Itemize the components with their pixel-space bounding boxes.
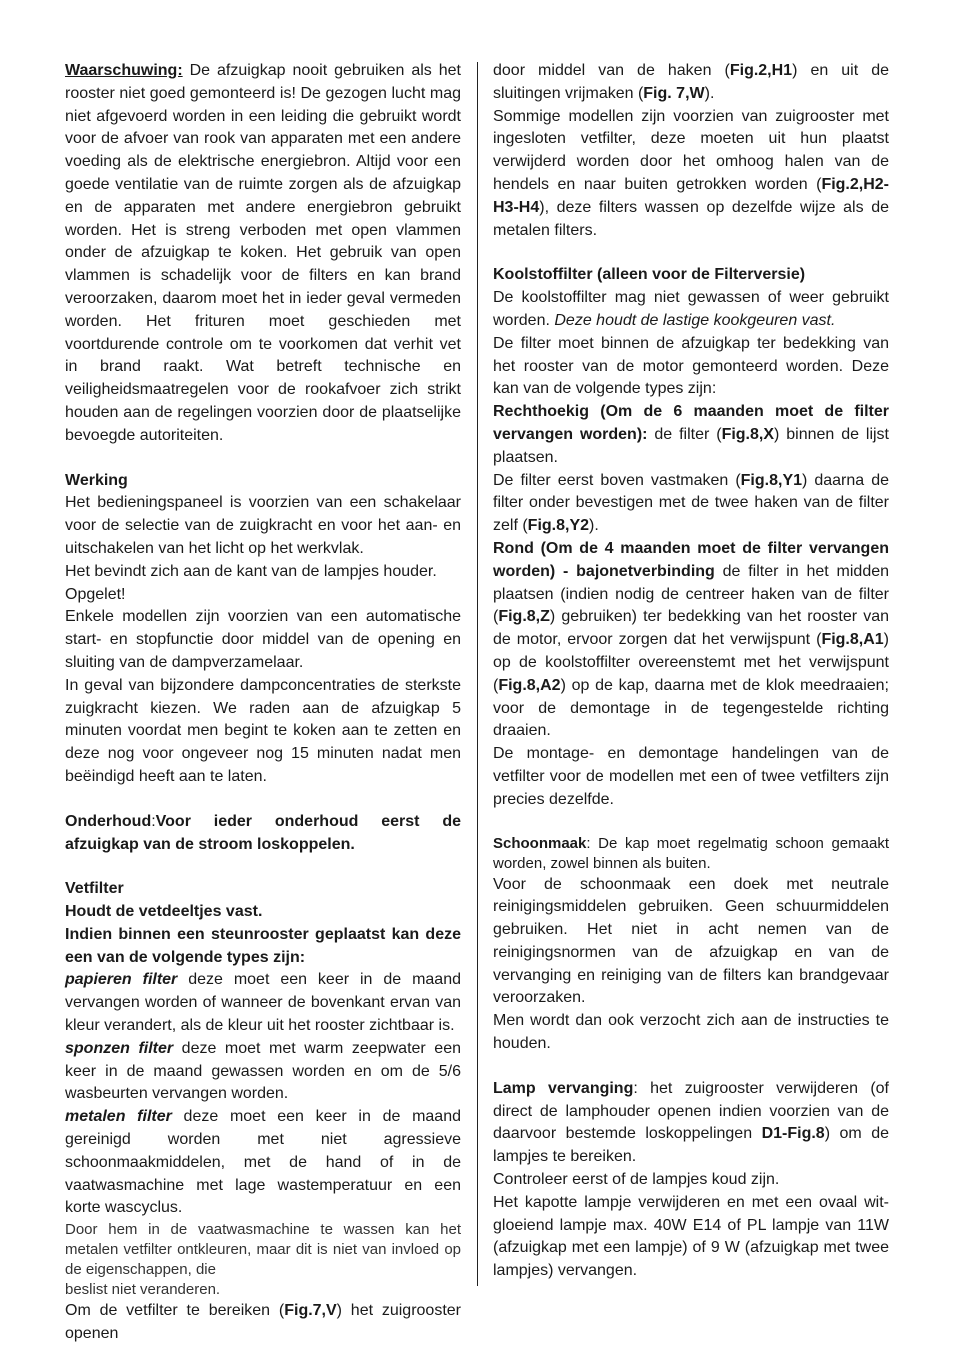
rechthoekig-fig-ref: Fig.8,X [721, 425, 775, 443]
rond-label: Rond (Om de 4 maanden moet de filter vervangen worden) - bajonetverbinding [493, 539, 889, 580]
column-divider [477, 62, 478, 1286]
warning-text: De afzuigkap nooit gebruiken als het rooster niet goed gemonteerd is! De gezogen lucht mag niet afgevoerd worden in een leiding die gebruikt wordt voor de afvoer van rook van apparaten met een andere voeding als de elektrische energiebron. Altijd voor een goede ventilatie van de ruimte zorgen als de afzuigkap en de apparaten met andere energiebron gebruikt worden. Het is streng verboden met open vlammen onder de afzuigkap te koken. Het gebruik van open vlammen is schadelijk voor de filters en kan brand veroorzaken, daarom moet het in ieder geval vermeden worden. Het frituren moet geschieden met voortdurende controle om te voorkomen dat verhit vet in brand raakt. Wat betreft technische en veiligheidsmaatregelen voor de rookafvoer zich strikt houden aan de regelingen voorzien door de plaatselijke bevoegde autoriteiten. [65, 62, 461, 444]
lamp-paragraph-3: Het kapotte lampje verwijderen en met een ovaal wit-gloeiend lampje max. 40W E14 of PL lampje van 11W (afzuigkap met een lampje) of 9 W (afzuigkap met twee lampjes) vervangen. [493, 1193, 889, 1280]
sommige-text-2: ), deze filters wassen op dezelfde wijze als de metalen filters. [493, 198, 889, 239]
vetfilter-sub-2: Indien binnen een steunrooster geplaatst kan deze een van de volgende types zijn: [65, 925, 461, 966]
onderhoud-colon: : [151, 812, 156, 830]
koolstof-paragraph-2: De filter moet binnen de afzuigkap ter bedekking van het rooster van de motor gemonteerd worden. Deze kan van de volgende types zijn: [493, 334, 889, 398]
vaatwas-paragraph-1: Door hem in de vaatwasmachine te wassen kan het metalen vetfilter ontkleuren, maar dit is niet van invloed op de eigenschappen, die [65, 1221, 461, 1279]
rechthoekig-paragraph [493, 401, 889, 469]
montage-paragraph: De montage- en demontage handelingen van de vetfilter voor de modellen met een of twee vetfilters zijn precies dezelfde. [493, 745, 889, 808]
vetfilter-sub-1: Houdt de vetdeeltjes vast. [65, 903, 263, 921]
werking-paragraph-2: Het bevindt zich aan de kant van de lampjes houder. [65, 562, 437, 580]
lamp-paragraph-2: Controleer eerst of de lampjes koud zijn. [493, 1171, 780, 1189]
koolstof-paragraph-1 [493, 287, 889, 333]
koolstof-text-1b: Deze houdt de lastige kookgeuren vast. [554, 311, 836, 329]
vastmaken-fig-ref-1: Fig.8,Y1 [740, 471, 803, 489]
warning-paragraph [65, 60, 461, 448]
left-column [65, 60, 461, 1346]
rond-text-2: ) gebruiken) ter bedekking van het rooster van de motor, ervoor zorgen dat het verwijspunt ( [493, 608, 889, 649]
papier-filter-label: papieren filter [65, 971, 178, 989]
haken-fig-ref-2: Fig. 7,W [643, 84, 705, 102]
werking-heading: Werking [65, 471, 128, 489]
vastmaken-text-2: ) daarna de filter onder bevestigen met de twee haken van de filter zelf ( [493, 471, 890, 535]
metaal-filter-paragraph [65, 1106, 461, 1220]
schoonmaak-label: Schoonmaak [493, 834, 587, 852]
koolstof-text-1a: De koolstoffilter mag niet gewassen of weer gebruikt worden. [493, 289, 889, 329]
rechthoekig-label: Rechthoekig (Om de 6 maanden moet de filter vervangen worden): [493, 403, 889, 443]
bereiken-paragraph [65, 1300, 461, 1346]
rechthoekig-text-2: ) binnen de lijst plaatsen. [493, 425, 890, 466]
warning-label: Waarschuwing: [65, 62, 183, 79]
onderhoud-label: Onderhoud [65, 812, 152, 830]
haken-text-2: ) en uit de sluitingen vrijmaken ( [493, 62, 889, 102]
onderhoud-paragraph [65, 811, 461, 857]
schoonmaak-paragraph-1 [493, 834, 889, 874]
rond-text-1: de filter in het midden plaatsen (indien nodig de centreer haken van de filter ( [493, 562, 890, 626]
werking-paragraph-4: Enkele modellen zijn voorzien van een automatische start- en stopfunctie door middel van de opening en sluiting van de dampverzamelaar. [65, 608, 461, 671]
lamp-fig-ref: D1-Fig.8 [761, 1125, 825, 1143]
schoonmaak-paragraph-3: Men wordt dan ook verzocht zich aan de instructies te houden. [493, 1012, 889, 1053]
werking-paragraph-1: Het bedieningspaneel is voorzien van een schakelaar voor de selectie van de zuigkracht en voor het aan- en uitschakelen van het licht op het werkvlak. [65, 494, 461, 557]
rond-fig-ref-3: Fig.8,A2 [498, 676, 561, 694]
schoonmaak-text-1: : De kap moet regelmatig schoon gemaakt worden, zowel binnen als buiten. [493, 834, 889, 872]
koolstof-heading: Koolstoffilter (alleen voor de Filterversie) [493, 266, 806, 284]
sommige-fig-ref: Fig.2,H2-H3-H4 [493, 175, 889, 216]
vastmaken-text-3: ). [589, 517, 599, 535]
lamp-text-2: ) om de lampjes te bereiken. [493, 1125, 889, 1166]
vetfilter-heading: Vetfilter [65, 880, 124, 898]
vastmaken-paragraph [493, 470, 889, 538]
lamp-paragraph-1 [493, 1078, 889, 1169]
sommige-paragraph [493, 106, 889, 243]
werking-paragraph-5: In geval van bijzondere dampconcentraties de sterkste zuigkracht kiezen. We raden aan de afzuigkap 5 minuten voordat men begint te koken aan te zetten en deze nog voor ongeveer nog 15 minuten nadat men beëindigd heeft aan te laten. [65, 676, 461, 785]
right-column [493, 60, 889, 1283]
spons-filter-text: deze moet met warm zeepwater een keer in de maand gewassen worden en om de 5/6 wasbeurten vervangen worden. [65, 1039, 462, 1103]
bereiken-text-2: ) het zuigrooster openen [65, 1302, 461, 1343]
werking-paragraph-3: Opgelet! [65, 585, 126, 603]
papier-filter-text: deze moet een keer in de maand vervangen worden of wanneer de bovenkant ervan van kleur verandert, als de kleur uit het rooster zichtbaar is. [65, 971, 461, 1035]
bereiken-fig-ref: Fig.7,V [284, 1302, 337, 1320]
vastmaken-text-1: De filter eerst boven vastmaken ( [493, 471, 741, 489]
rond-fig-ref-2: Fig.8,A1 [821, 631, 884, 649]
sommige-text-1: Sommige modellen zijn voorzien van zuigrooster met ingesloten vetfilter, deze moeten uit hun plaatst verwijderd worden door het omhoog halen van de hendels en naar buiten getrokken worden ( [493, 107, 889, 193]
metaal-filter-label: metalen filter [65, 1108, 172, 1126]
lamp-label: Lamp vervanging [493, 1079, 634, 1097]
lamp-text-1: : het zuigrooster verwijderen (of direct de lamphouder openen indien voorzien van de daarvoor bestemde loskoppelingen [493, 1079, 889, 1143]
haken-text-3: ). [704, 84, 715, 102]
rond-text-3: ) op de koolstoffilter overeenstemt met het verwijspunt ( [493, 631, 889, 694]
rechthoekig-text-1: de filter ( [647, 425, 722, 443]
spons-filter-label: sponzen filter [65, 1039, 174, 1057]
haken-fig-ref-1: Fig.2,H1 [729, 62, 793, 79]
haken-paragraph [493, 60, 889, 106]
haken-text-1: door middel van de haken ( [493, 62, 730, 79]
schoonmaak-paragraph-2: Voor de schoonmaak een doek met neutrale reinigingsmiddelen gebruiken. Geen schuurmiddelen gebruiken. Het niet in acht nemen van de reinigingsnormen van de afzuigkap en van de vervanging en reiniging van de filters kan brandgevaar veroorzaken. [493, 875, 889, 1007]
vaatwas-paragraph-2: beslist niet veranderen. [65, 1281, 221, 1299]
spons-filter-paragraph [65, 1038, 461, 1106]
rond-paragraph [493, 538, 889, 743]
rond-text-4: ) op de kap, daarna met de klok meedraaien; voor de demontage in de tegengestelde richting draaien. [493, 676, 889, 740]
onderhoud-text: Voor ieder onderhoud eerst de afzuigkap van de stroom loskoppelen. [65, 812, 461, 853]
bereiken-text-1: Om de vetfilter te bereiken ( [65, 1302, 285, 1320]
papier-filter-paragraph [65, 969, 461, 1037]
rond-fig-ref-1: Fig.8,Z [498, 608, 550, 626]
vastmaken-fig-ref-2: Fig.8,Y2 [527, 517, 590, 535]
metaal-filter-text: deze moet een keer in de maand gereinigd worden met niet agressieve schoonmaakmiddelen, met de hand of in de vaatwasmachine met lage wastemperatuur en een korte wascyclus. [65, 1108, 461, 1217]
